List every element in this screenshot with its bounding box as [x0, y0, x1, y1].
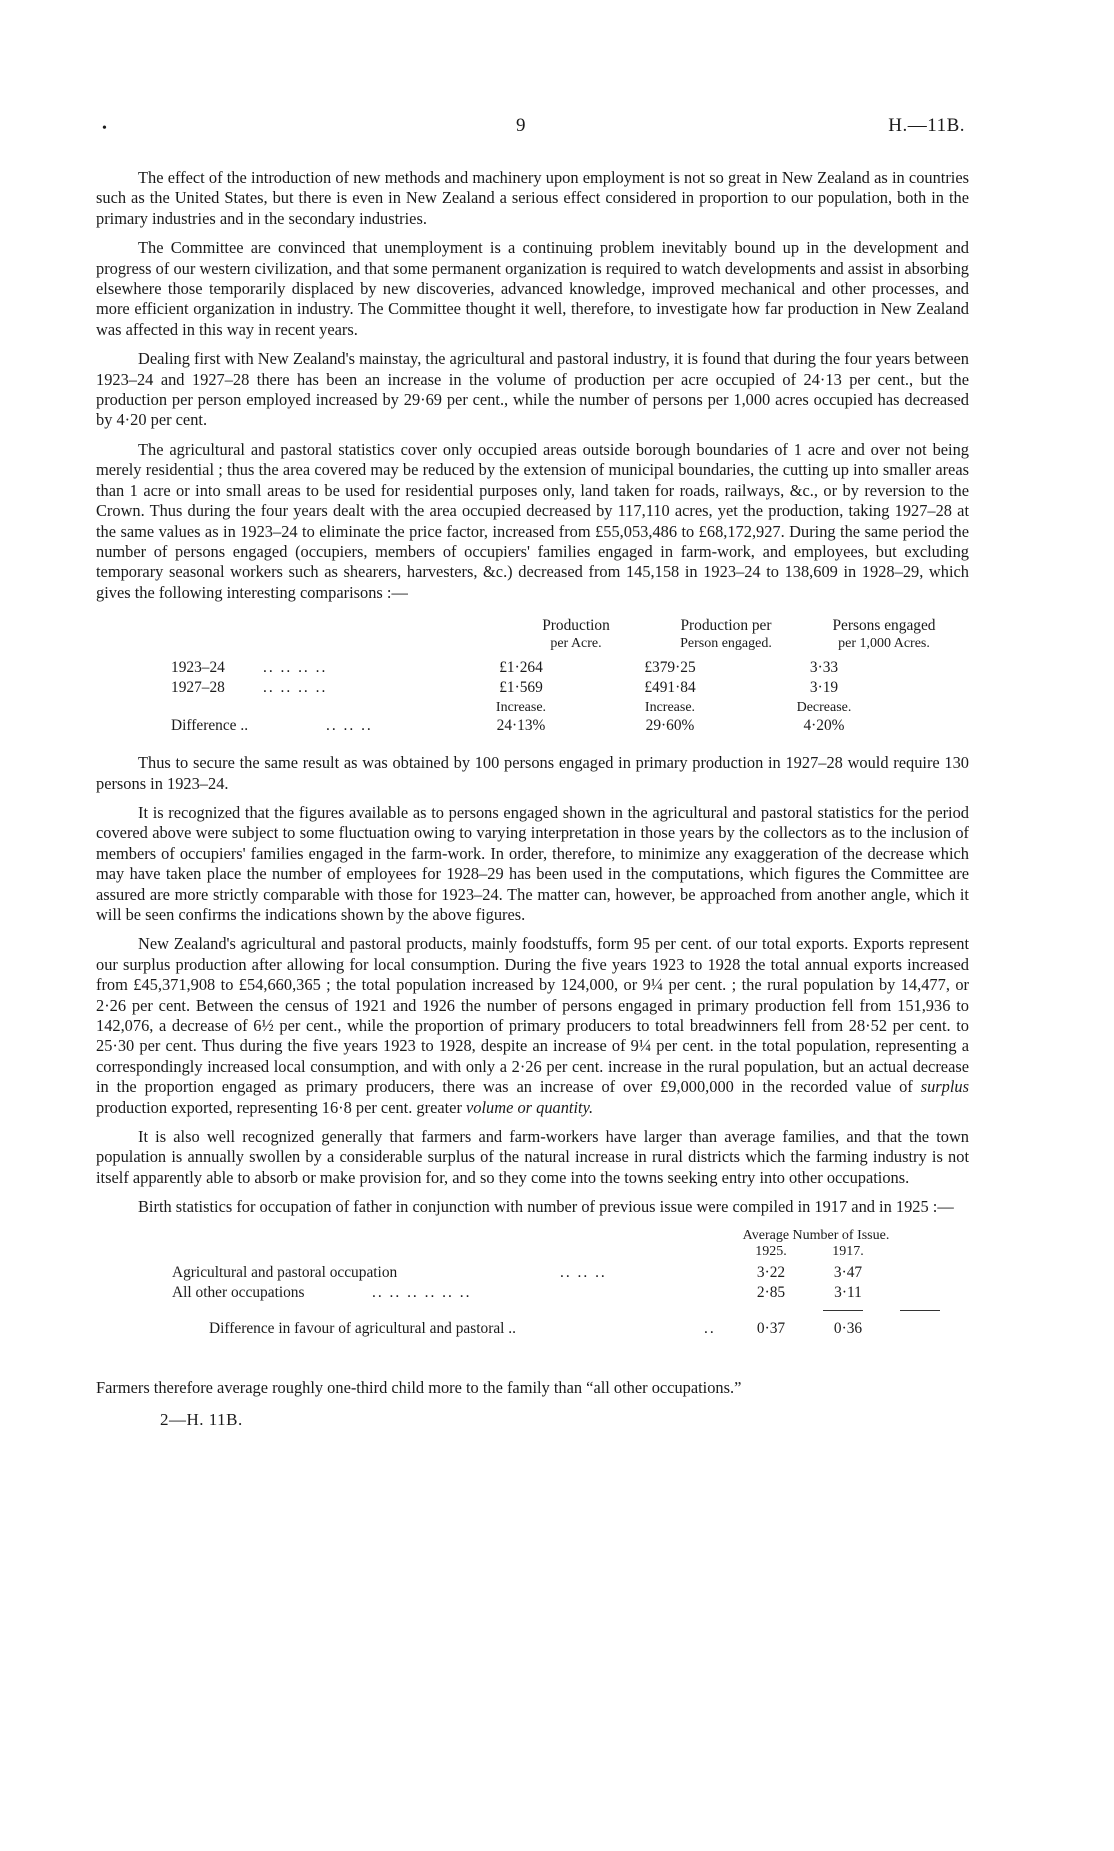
paragraph: The effect of the introduction of new methods and machinery upon employment is not so great in New Zealand as in countries such as the United States, but there is even in New Zealand a serious effect considered in proportion to our population, both in the primary industries and in the secondary industries. [96, 168, 969, 228]
closing-sentence: Farmers therefore average roughly one-third child more to the family than “all other occupations.” [96, 1377, 742, 1397]
cell-value: 3·47 [833, 1263, 863, 1281]
row-label: All other occupations [172, 1283, 305, 1301]
leader-dots: .. .. .. .. [263, 679, 328, 697]
column-header [521, 617, 631, 653]
row-label: 1927–28 [171, 679, 225, 697]
cell-value: 0·37 [756, 1319, 786, 1337]
signature-mark: 2—H. 11B. [160, 1410, 243, 1430]
cell-value: 0·36 [833, 1319, 863, 1337]
column-header-line: per 1,000 Acres. [838, 636, 930, 652]
paragraph: Thus to secure the same result as was obtained by 100 persons engaged in primary production in 1927–28 would require 130 persons in 1923–24. [96, 753, 969, 793]
leader-dots: .. .. .. .. [263, 659, 328, 677]
italic-text: volume or quantity. [466, 1097, 594, 1117]
row-label: Difference in favour of agricultural and pastoral .. [209, 1319, 516, 1337]
table-row [172, 1284, 972, 1304]
paragraph: It is recognized that the figures available as to persons engaged shown in the agricultural and pastoral statistics for the period covered above were subject to some fluctuation owing to varying interpretation in those years by the collectors as to the inclusion of members of occupiers' families engaged in the farm-work. In order, therefore, to minimize any exaggeration of the decrease which may have taken place the number of employees for 1928–29 has been used in the computations, which figures the Committee are assured are more strictly comparable with those for 1923–24. The matter can, however, be approached from another angle, which it will be seen confirms the indications shown by the above figures. [96, 802, 969, 924]
cell-value: 24·13% [496, 717, 546, 735]
text-run: production exported, representing 16·8 per cent. greater [96, 1097, 462, 1117]
cell-value: 3·19 [809, 679, 839, 697]
birth-statistics-table [96, 1228, 969, 1364]
column-header: 1925. [755, 1243, 787, 1259]
column-header-line: Persons engaged [832, 617, 936, 635]
cell-value: 3·33 [809, 659, 839, 677]
cell-value: 2·85 [756, 1283, 786, 1301]
text-run: New Zealand's agricultural and pastoral products, mainly foodstuffs, form 95 per cent. of our total exports. Exports represent our surplus production after allowing for local consumption. During the five years 1923 to 1928 the total annual exports increased from £45,371,908 to £54,660,365 ; the total population increased by 124,000, or 9¼ per cent. ; the rural population by 14,477, or 2·26 per cent. Between the census of 1921 and 1926 the number of persons engaged in primary production fell from 151,936 to 142,076, a decrease of 6½ per cent., while the proportion of primary producers to total breadwinners fell from 28·52 per cent. to 25·30 per cent. Thus during the five years 1923 to 1928, despite an increase of 9¼ per cent. in the total population, representing a correspondingly increased local consumption, and with only a 2·26 per cent. increase in the rural population, but an actual decrease in the proportion engaged as primary producers, there was an increase of over £9,000,000 in the recorded value of [96, 934, 969, 1097]
table-row [172, 1264, 972, 1284]
paragraph: The Committee are convinced that unemployment is a continuing problem inevitably bound up in the development and progress of our western civilization, and that some permanent organization is required to watch developments and assist in absorbing elsewhere those temporarily displaced by new discoveries, advanced knowledge, improved mechanical and other processes, and more efficient organization in industry. The Committee thought it well, therefore, to investigate how far production in New Zealand was affected in this way in recent years. [96, 238, 969, 339]
paragraph-exports [96, 934, 969, 1118]
column-header: 1917. [832, 1243, 864, 1259]
leader-dots: .. .. .. .. .. .. [372, 1283, 472, 1301]
page-number: 9 [516, 115, 526, 136]
cell-value: 29·60% [645, 717, 695, 735]
cell-value: £1·264 [499, 659, 543, 677]
cell-value: 3·11 [834, 1283, 862, 1301]
header-mark: • [102, 121, 107, 136]
column-header [814, 617, 954, 653]
table-title: Average Number of Issue. [742, 1227, 890, 1243]
change-label: Decrease. [796, 700, 852, 716]
leader-dots: .. [704, 1319, 716, 1337]
sum-rule [900, 1310, 940, 1311]
italic-text: surplus [920, 1077, 969, 1097]
paragraph: Dealing first with New Zealand's mainstay, the agricultural and pastoral industry, it is found that during the four years between 1923–24 and 1927–28 there has been an increase in the volume of production per acre occupied of 24·13 per cent., but the production per person employed increased by 29·69 per cent., while the number of persons per 1,000 acres occupied has decreased by 4·20 per cent. [96, 349, 969, 430]
paragraph: It is also well recognized generally that farmers and farm-workers have larger than average families, and that the town population is annually swollen by a considerable surplus of the natural increase in rural districts which the farming industry is not itself apparently able to absorb or make provision for, and so they come into the towns seeking entry into other occupations. [96, 1127, 969, 1187]
table-row [171, 659, 961, 679]
change-label: Increase. [644, 700, 696, 716]
difference-row [171, 717, 961, 737]
row-label: Difference .. [171, 717, 249, 735]
row-label: 1923–24 [171, 659, 225, 677]
cell-value: £491·84 [644, 679, 696, 697]
leader-dots: .. .. .. [326, 717, 373, 735]
comparison-table [96, 617, 969, 735]
document-body [96, 168, 969, 1430]
column-header [656, 617, 796, 653]
cell-value: 4·20% [803, 717, 845, 735]
cell-value: 3·22 [756, 1263, 786, 1281]
change-label: Increase. [495, 700, 547, 716]
column-header-line: Person engaged. [680, 636, 772, 652]
cell-value: £1·569 [499, 679, 543, 697]
page-header [96, 115, 969, 143]
difference-row [172, 1320, 972, 1340]
table-row [171, 679, 961, 699]
column-header-line: per Acre. [550, 636, 602, 652]
row-label: Agricultural and pastoral occupation [172, 1263, 398, 1281]
document-reference: H.—11B. [888, 115, 965, 136]
leader-dots: .. .. .. [560, 1263, 607, 1281]
cell-value: £379·25 [644, 659, 696, 677]
paragraph: The agricultural and pastoral statistics cover only occupied areas outside borough boundaries of 1 acre and over not being merely residential ; thus the area covered may be reduced by the extension of municipal boundaries, the cutting up into smaller areas than 1 acre or into small areas to be used for residential purposes only, land taken for roads, railways, &c., or by reversion to the Crown. Thus during the four years dealt with the area occupied decreased by 117,110 acres, yet the production, taking 1927–28 at the same values as in 1923–24 to eliminate the price factor, increased from £55,053,486 to £68,172,927. During the same period the number of persons engaged (occupiers, members of occupiers' families engaged in farm-work, and employees, but excluding temporary seasonal workers such as shearers, harvesters, &c.) decreased from 145,158 in 1923–24 to 138,609 in 1928–29, which gives the following interesting comparisons :— [96, 439, 969, 602]
column-header-line: Production [542, 617, 610, 635]
sum-rule [823, 1310, 863, 1311]
paragraph: Birth statistics for occupation of father in conjunction with number of previous issue were compiled in 1917 and in 1925 :— [138, 1197, 954, 1217]
column-header-line: Production per [680, 617, 772, 635]
